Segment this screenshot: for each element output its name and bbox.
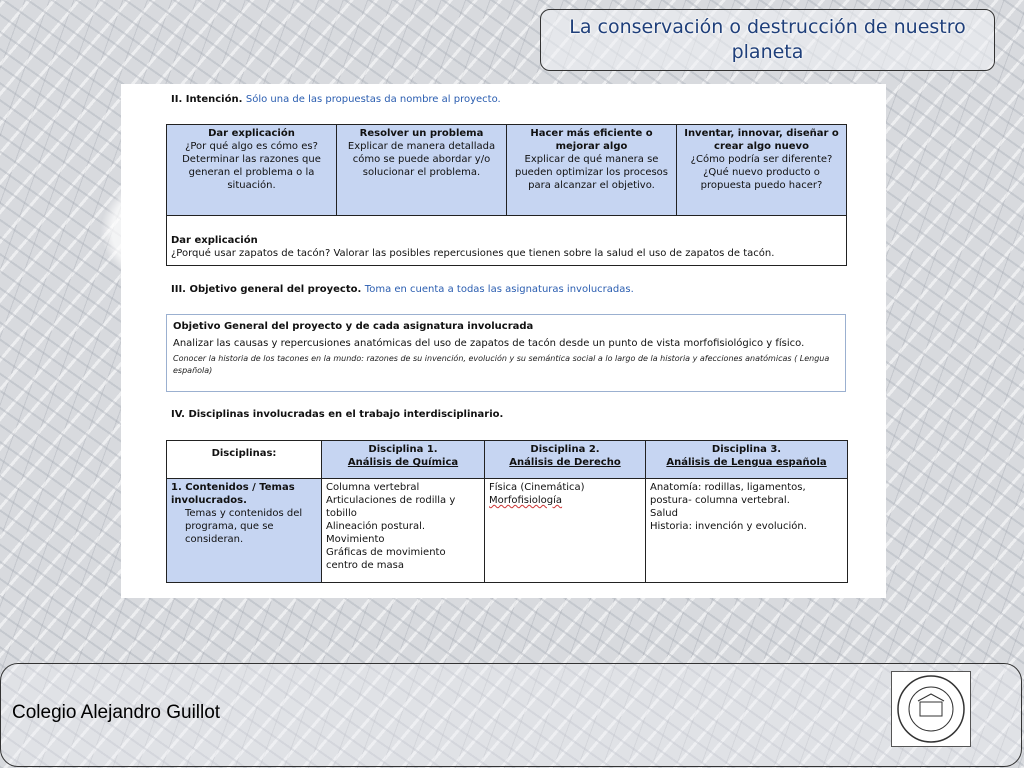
discipline-header: Disciplina 2. Análisis de Derecho (485, 441, 646, 479)
section4-heading: IV. Disciplinas involucradas en el trabajo interdisciplinario. (171, 409, 504, 420)
document-page (121, 84, 886, 598)
section3-heading: III. Objetivo general del proyecto. Toma en cuenta a todas las asignaturas involucradas. (171, 284, 634, 295)
objective-title: Objetivo General del proyecto y de cada asignatura involucrada (173, 321, 534, 332)
school-name: Colegio Alejandro Guillot (12, 702, 221, 723)
section2-heading: II. Intención. Sólo una de las propuestas da nombre al proyecto. (171, 94, 501, 105)
intention-option: Dar explicación ¿Por qué algo es cómo es? Determinar las razones que generan el problema o la situación. (167, 125, 337, 216)
disciplines-table (166, 440, 848, 583)
discipline-header: Disciplina 3. Análisis de Lengua española (646, 441, 848, 479)
intention-option: Hacer más eficiente o mejorar algo Explicar de qué manera se pueden optimizar los procesos para alcanzar el objetivo. (507, 125, 677, 216)
intention-table (166, 124, 847, 266)
discipline-content: Columna vertebral Articulaciones de rodilla y tobillo Alineación postural. Movimiento Gráficas de movimiento centro de masa (322, 479, 485, 583)
section2-note: Sólo una de las propuestas da nombre al proyecto. (245, 94, 501, 105)
objective-text: Analizar las causas y repercusiones anatómicas del uso de zapatos de tacón desde un punto de vista morfofisiológico y físico. (173, 338, 805, 349)
intention-option: Resolver un problema Explicar de manera detallada cómo se puede abordar y/o solucionar el problema. (337, 125, 507, 216)
disciplines-header-label: Disciplinas: (167, 441, 322, 479)
discipline-header: Disciplina 1. Análisis de Química (322, 441, 485, 479)
school-seal-icon (891, 671, 971, 747)
intention-option: Inventar, innovar, diseñar o crear algo nuevo ¿Cómo podría ser diferente? ¿Qué nuevo producto o propuesta puedo hacer? (677, 125, 847, 216)
discipline-content: Física (Cinemática) Morfofisiología (485, 479, 646, 583)
objective-note: Conocer la historia de los tacones en la mundo: razones de su invención, evolución y su semántica social a lo largo de la historia y afecciones anatómicas ( Lengua española) (173, 354, 830, 375)
section3-note: Toma en cuenta a todas las asignaturas involucradas. (364, 284, 634, 295)
slide-title: La conservación o destrucción de nuestro planeta (540, 9, 995, 71)
contents-row-label: 1. Contenidos / Temas involucrados. Temas y contenidos del programa, que se consideran. (167, 479, 322, 583)
discipline-content: Anatomía: rodillas, ligamentos, postura- columna vertebral. Salud Historia: invención y evolución. (646, 479, 848, 583)
objective-box (166, 314, 846, 392)
intention-answer: Dar explicación ¿Porqué usar zapatos de tacón? Valorar las posibles repercusiones que tienen sobre la salud el uso de zapatos de tacón. (167, 216, 847, 266)
